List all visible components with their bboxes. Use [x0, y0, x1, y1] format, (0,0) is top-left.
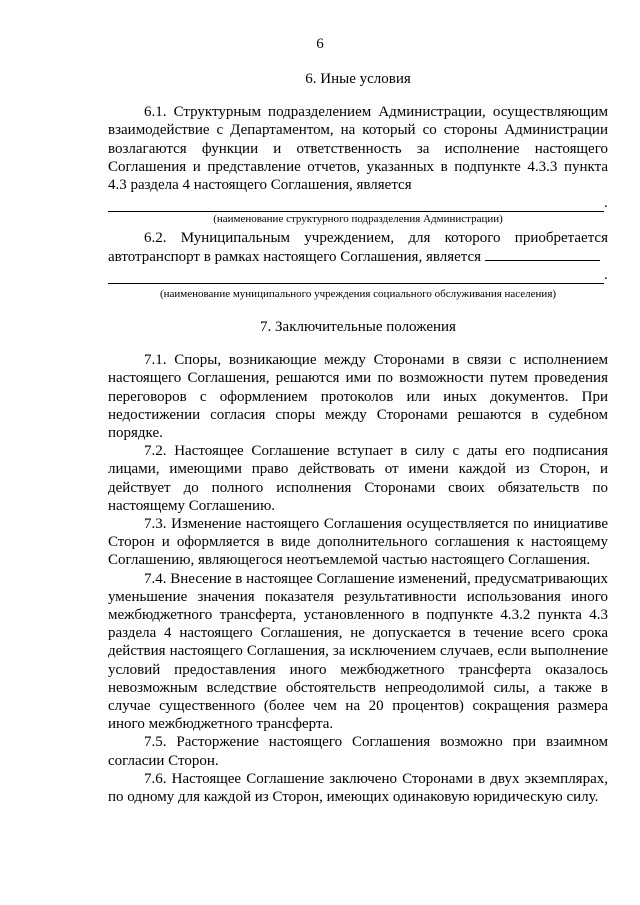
blank-underline	[108, 198, 604, 212]
paragraph-6-2	[108, 229, 608, 265]
fill-in-line-municipal-institution	[108, 266, 608, 284]
document-body	[108, 70, 608, 806]
paragraph-7-4: 7.4. Внесение в настоящее Соглашение изменений, предусматривающих уменьшение значения показателя результативности использования иного межбюджетного трансферта, установленного в подпункте 4.3.2 пункта 4.3 раздела 4 настоящего Соглашения, не допускается в течение всего срока действия настоящего Соглашения, за исключением случаев, если выполнение условий предоставления иного межбюджетного трансферта оказалось невозможным вследствие обстоятельств непреодолимой силы, а также в случае существенного (более чем на 20 процентов) сокращения размера иного межбюджетного трансферта.	[108, 570, 608, 733]
paragraph-7-1: 7.1. Споры, возникающие между Сторонами в связи с исполнением настоящего Соглашения, решаются ими по возможности путем проведения переговоров с оформлением протоколов или иных документов. При недостижении согласия споры между Сторонами решаются в судебном порядке.	[108, 352, 608, 442]
caption-municipal-institution: (наименование муниципального учреждения социального обслуживания населения)	[159, 288, 557, 300]
paragraph-6-1: 6.1. Структурным подразделением Администрации, осуществляющим взаимодействие с Департаментом, на который со стороны Администрации возлагаются функции и ответственность за исполнение настоящего Соглашения и представление отчетов, указанных в подпункте 4.3.3 пункта 4.3 раздела 4 настоящего Соглашения, является	[108, 104, 608, 194]
paragraph-6-2-text: 6.2. Муниципальным учреждением, для которого приобретается автотранспорт в рамках настоящего Соглашения, является	[108, 230, 608, 265]
blank-underline-inline	[485, 249, 600, 261]
fill-in-line-structural-unit	[108, 194, 608, 212]
paragraph-7-2: 7.2. Настоящее Соглашение вступает в силу с даты его подписания лицами, имеющими право действовать от имени каждой из Сторон, и действует до полного исполнения Сторонами своих обязательств по настоящему Соглашению.	[108, 443, 608, 514]
section-7-heading: 7. Заключительные положения	[260, 319, 456, 335]
line-end-period: .	[604, 266, 608, 283]
paragraph-7-5: 7.5. Расторжение настоящего Соглашения возможно при взаимном согласии Сторон.	[108, 734, 608, 769]
page-number: 6	[316, 36, 324, 52]
section-6-heading: 6. Иные условия	[305, 71, 411, 87]
paragraph-7-6: 7.6. Настоящее Соглашение заключено Сторонами в двух экземплярах, по одному для каждой из Сторон, имеющих одинаковую юридическую силу.	[108, 770, 608, 806]
blank-underline	[108, 270, 604, 284]
line-end-period: .	[604, 195, 608, 212]
paragraph-7-3: 7.3. Изменение настоящего Соглашения осуществляется по инициативе Сторон и оформляется в виде дополнительного соглашения к настоящему Соглашению, являющегося неотъемлемой частью настоящего Соглашения.	[108, 516, 608, 569]
caption-structural-unit: (наименование структурного подразделения Администрации)	[213, 213, 503, 226]
